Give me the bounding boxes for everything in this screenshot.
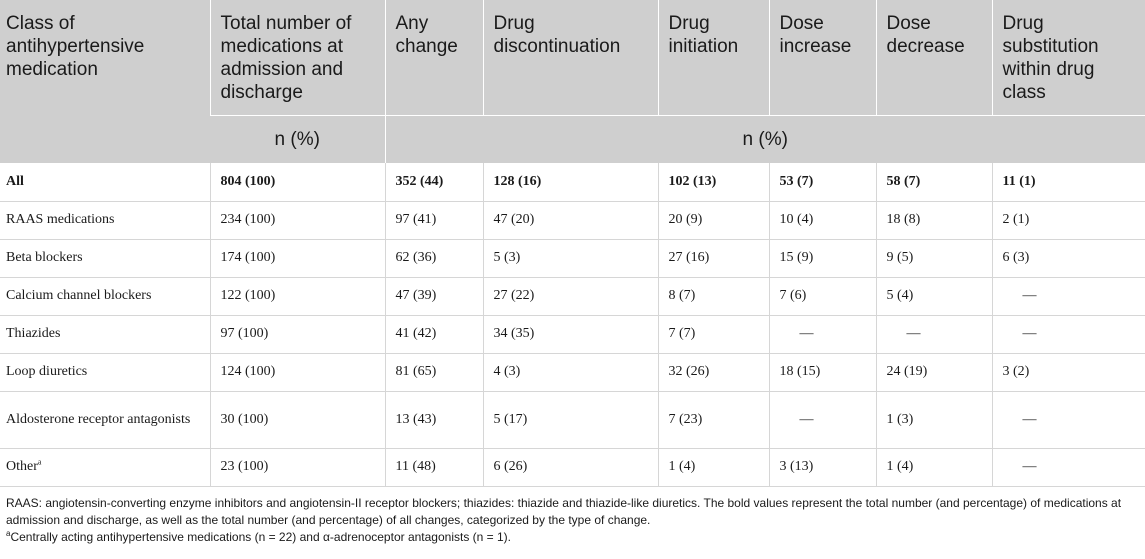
subheader-total-unit: n (%) bbox=[210, 115, 385, 163]
cell: 30 (100) bbox=[210, 391, 385, 448]
cell: 1 (4) bbox=[876, 448, 992, 486]
cell: 97 (41) bbox=[385, 201, 483, 239]
table-row bbox=[0, 201, 1145, 239]
cell: 13 (43) bbox=[385, 391, 483, 448]
cell: 2 (1) bbox=[992, 201, 1145, 239]
cell: 34 (35) bbox=[483, 315, 658, 353]
cell: 27 (22) bbox=[483, 277, 658, 315]
table-row bbox=[0, 239, 1145, 277]
cell: 6 (3) bbox=[992, 239, 1145, 277]
table-row bbox=[0, 163, 1145, 201]
cell: 352 (44) bbox=[385, 163, 483, 201]
cell: 5 (3) bbox=[483, 239, 658, 277]
cell: 24 (19) bbox=[876, 353, 992, 391]
cell: — bbox=[992, 448, 1145, 486]
cell: 11 (48) bbox=[385, 448, 483, 486]
cell: 7 (7) bbox=[658, 315, 769, 353]
subheader-changes-unit: n (%) bbox=[385, 115, 1145, 163]
table-row bbox=[0, 448, 1145, 486]
row-label: Other bbox=[6, 459, 38, 474]
cell: 7 (6) bbox=[769, 277, 876, 315]
header-class: Class of antihypertensive medication bbox=[0, 0, 210, 163]
cell: 11 (1) bbox=[992, 163, 1145, 201]
table-body bbox=[0, 163, 1145, 486]
header-total: Total number of medications at admission and discharge bbox=[210, 0, 385, 115]
cell: 9 (5) bbox=[876, 239, 992, 277]
table-row bbox=[0, 315, 1145, 353]
cell: 5 (17) bbox=[483, 391, 658, 448]
row-label: RAAS medications bbox=[0, 201, 210, 239]
cell: 1 (3) bbox=[876, 391, 992, 448]
footnote-a bbox=[0, 529, 1145, 546]
cell: 6 (26) bbox=[483, 448, 658, 486]
cell: 27 (16) bbox=[658, 239, 769, 277]
cell: 124 (100) bbox=[210, 353, 385, 391]
row-label: Thiazides bbox=[0, 315, 210, 353]
cell: 58 (7) bbox=[876, 163, 992, 201]
cell: 102 (13) bbox=[658, 163, 769, 201]
row-label: All bbox=[0, 163, 210, 201]
cell: 81 (65) bbox=[385, 353, 483, 391]
row-label: Calcium channel blockers bbox=[0, 277, 210, 315]
table-row bbox=[0, 277, 1145, 315]
cell: 122 (100) bbox=[210, 277, 385, 315]
row-label: Beta blockers bbox=[0, 239, 210, 277]
row-label-cell bbox=[0, 448, 210, 486]
cell: 804 (100) bbox=[210, 163, 385, 201]
cell: 174 (100) bbox=[210, 239, 385, 277]
cell: 4 (3) bbox=[483, 353, 658, 391]
cell: 10 (4) bbox=[769, 201, 876, 239]
cell: 3 (13) bbox=[769, 448, 876, 486]
cell: 41 (42) bbox=[385, 315, 483, 353]
cell: — bbox=[769, 391, 876, 448]
footnote-a-text: Centrally acting antihypertensive medications (n = 22) and α-adrenoceptor antagonists (n = 1). bbox=[10, 529, 512, 544]
cell: 62 (36) bbox=[385, 239, 483, 277]
cell: 18 (8) bbox=[876, 201, 992, 239]
header-any-change: Any change bbox=[385, 0, 483, 115]
cell: — bbox=[992, 391, 1145, 448]
footnote-abbreviations: RAAS: angiotensin-converting enzyme inhibitors and angiotensin-II receptor blockers; thiazides: thiazide and thiazide-like diuretics. The bold values represent the total number (and percentage) of medications at admission and discharge, as well as the total number (and percentage) of all changes, categorized by the type of change. bbox=[6, 495, 1122, 527]
cell: — bbox=[876, 315, 992, 353]
table-row bbox=[0, 353, 1145, 391]
cell: 97 (100) bbox=[210, 315, 385, 353]
cell: 234 (100) bbox=[210, 201, 385, 239]
cell: 47 (39) bbox=[385, 277, 483, 315]
cell: 18 (15) bbox=[769, 353, 876, 391]
cell: — bbox=[769, 315, 876, 353]
cell: 5 (4) bbox=[876, 277, 992, 315]
cell: — bbox=[992, 315, 1145, 353]
row-label: Loop diuretics bbox=[0, 353, 210, 391]
cell: 32 (26) bbox=[658, 353, 769, 391]
header-discontinuation: Drug discontinuation bbox=[483, 0, 658, 115]
cell: 23 (100) bbox=[210, 448, 385, 486]
cell: 47 (20) bbox=[483, 201, 658, 239]
cell: 7 (23) bbox=[658, 391, 769, 448]
table-row bbox=[0, 391, 1145, 448]
cell: — bbox=[992, 277, 1145, 315]
cell: 15 (9) bbox=[769, 239, 876, 277]
header-dose-decrease: Dose decrease bbox=[876, 0, 992, 115]
header-substitution: Drug substitution within drug class bbox=[992, 0, 1145, 115]
row-label: Aldosterone receptor antagonists bbox=[0, 391, 210, 448]
cell: 1 (4) bbox=[658, 448, 769, 486]
header-dose-increase: Dose increase bbox=[769, 0, 876, 115]
cell: 128 (16) bbox=[483, 163, 658, 201]
cell: 53 (7) bbox=[769, 163, 876, 201]
cell: 20 (9) bbox=[658, 201, 769, 239]
header-initiation: Drug initiation bbox=[658, 0, 769, 115]
cell: 3 (2) bbox=[992, 353, 1145, 391]
cell: 8 (7) bbox=[658, 277, 769, 315]
footnote-marker: a bbox=[37, 457, 42, 467]
footnote-a-marker: a bbox=[6, 528, 11, 538]
